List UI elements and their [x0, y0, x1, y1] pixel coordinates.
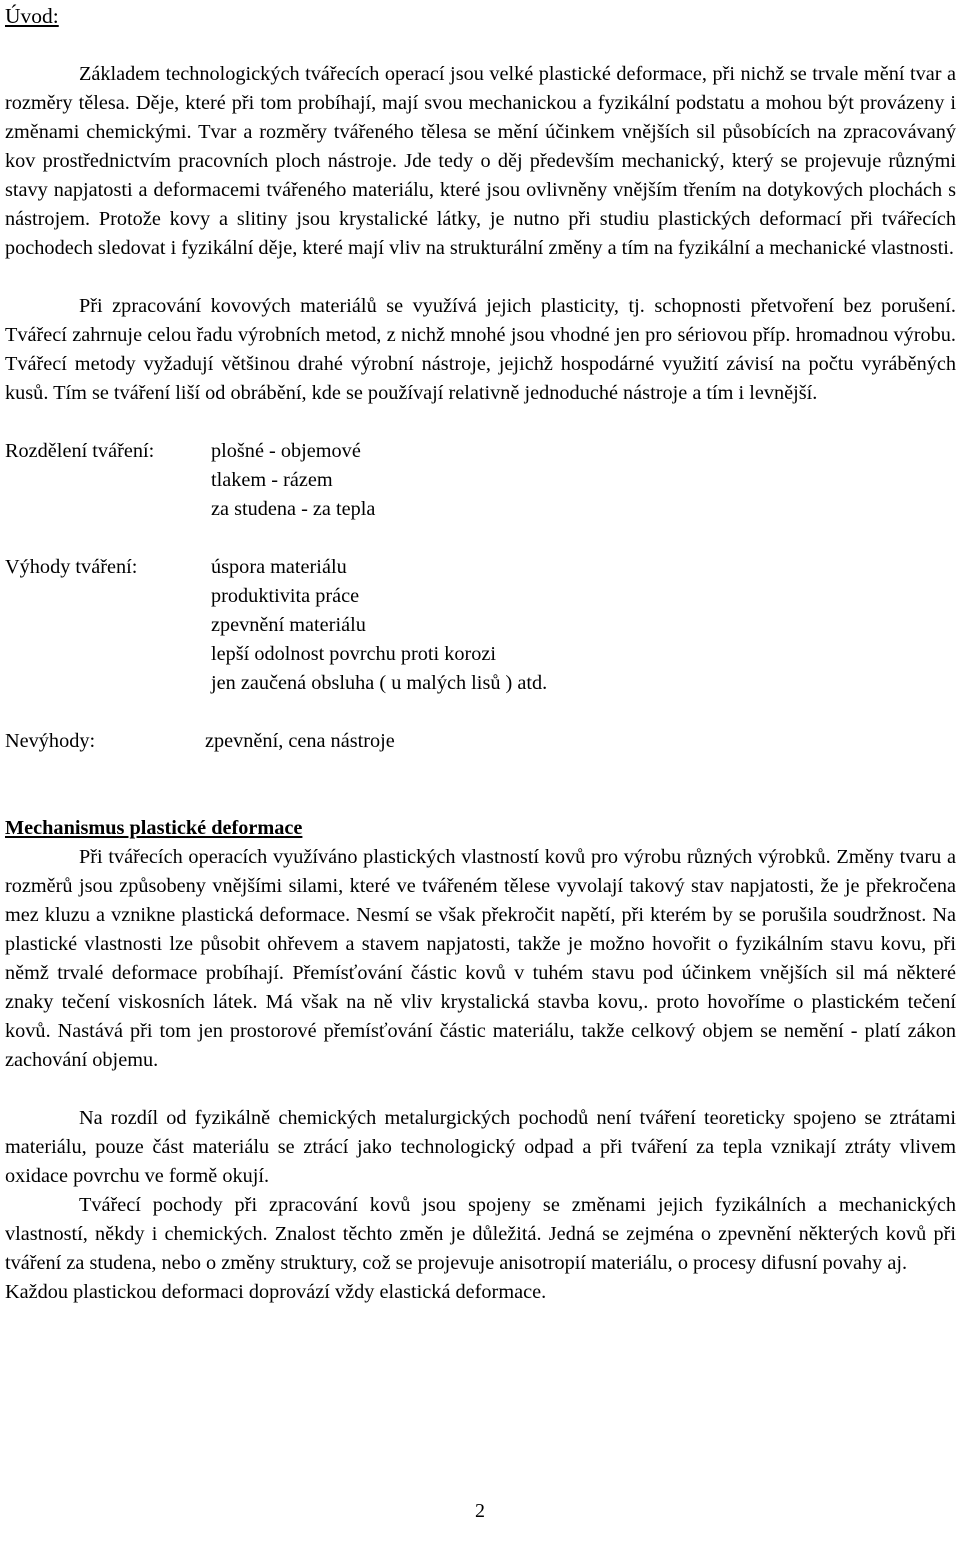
division-item: plošné - objemové: [211, 440, 361, 462]
advantage-item: zpevnění materiálu: [211, 614, 366, 636]
division-label: Rozdělení tváření:: [5, 440, 155, 462]
mechanism-paragraph-3: Tvářecí pochody při zpracování kovů jsou spojeny se změnami jejich fyzikálních a mechanických vlastností, někdy i chemických. Znalost těchto změn je důležitá. Jedná se zejména o zpevnění některých kovů při tváření za studena, nebo o změny struktury, což se projevuje anisotropií materiálu, o procesy difusní povahy aj.: [5, 1194, 956, 1274]
mechanism-paragraph-4: Každou plastickou deformaci doprovází vždy elastická deformace.: [5, 1281, 547, 1303]
classification-block: [5, 437, 956, 756]
division-item: za studena - za tepla: [211, 498, 376, 520]
mechanism-paragraph-2: Na rozdíl od fyzikálně chemických metalurgických pochodů není tváření teoreticky spojeno se ztrátami materiálu, pouze část materiálu se ztrácí jako technologický odpad a při tváření za tepla vznikají ztráty vlivem oxidace povrchu ve formě okují.: [5, 1107, 956, 1187]
disadvantages-label: Nevýhody:: [5, 730, 96, 752]
advantages-row: [5, 553, 956, 698]
advantage-item: úspora materiálu: [211, 556, 347, 578]
advantage-item: produktivita práce: [211, 585, 360, 607]
division-row: [5, 437, 956, 524]
division-item: tlakem - rázem: [211, 469, 333, 491]
advantages-items: [211, 553, 547, 698]
disadvantages-items: [205, 727, 395, 756]
section-title-mechanism: Mechanismus plastické deformace: [5, 817, 303, 839]
page-heading: Úvod:: [5, 4, 59, 28]
advantages-label: Výhody tváření:: [5, 556, 138, 578]
disadvantage-item: zpevnění, cena nástroje: [205, 730, 395, 752]
advantage-item: jen zaučená obsluha ( u malých lisů ) atd.: [211, 672, 548, 694]
page-number: 2: [475, 1500, 485, 1522]
advantage-item: lepší odolnost povrchu proti korozi: [211, 643, 497, 665]
disadvantages-row: [5, 727, 956, 756]
document-page: [5, 0, 956, 1307]
mechanism-paragraph-1: Při tvářecích operacích využíváno plastických vlastností kovů pro výrobu různých výrobků. Změny tvaru a rozměrů jsou způsobeny vnějšími silami, které ve tvářeném tělese vyvolají takový stav napjatosti, že je překročena mez kluzu a vznikne plastická deformace. Nesmí se však překročit napětí, při kterém by se porušila soudržnost. Na plastické vlastnosti lze působit ohřevem a stavem napjatosti, takže je možno hovořit o fyzikálním stavu kovu, při němž trvalé deformace probíhají. Přemísťování částic kovů v tuhém stavu pod účinkem vnějších sil má některé znaky tečení viskosních látek. Má však na ně vliv krystalická stavba kovu,. proto hovoříme o plastickém tečení kovů. Nastává při tom jen prostorové přemísťování částic materiálu, takže celkový objem se nemění - platí zákon zachování objemu.: [5, 846, 956, 1071]
division-items: [211, 437, 375, 524]
intro-paragraph-2: Při zpracování kovových materiálů se využívá jejich plasticity, tj. schopnosti přetvoření bez porušení. Tvářecí zahrnuje celou řadu výrobních metod, z nichž mnohé jsou vhodné jen pro sériovou příp. hromadnou výrobu. Tvářecí metody vyžadují většinou drahé výrobní nástroje, jejichž hospodárné využití závisí na počtu vyráběných kusů. Tím se tváření liší od obrábění, kde se používají relativně jednoduché nástroje a tím i levnější.: [5, 295, 956, 404]
intro-paragraph-1: Základem technologických tvářecích operací jsou velké plastické deformace, při nichž se trvale mění tvar a rozměry tělesa. Děje, které při tom probíhají, mají svou mechanickou a fyzikální podstatu a mohou být provázeny i změnami chemickými. Tvar a rozměry tvářeného tělesa se mění účinkem vnějších sil působících na zpracovávaný kov prostřednictvím pracovních ploch nástroje. Jde tedy o děj především mechanický, který se projevuje různými stavy napjatosti a deformacemi tvářeného materiálu, které jsou ovlivněny vnějším třením na dotykových plochách s nástrojem. Protože kovy a slitiny jsou krystalické látky, je nutno při studiu plastických deformací při tvářecích pochodech sledovat i fyzikální děje, které mají vliv na strukturální změny a tím na fyzikální a mechanické vlastnosti.: [5, 63, 956, 259]
